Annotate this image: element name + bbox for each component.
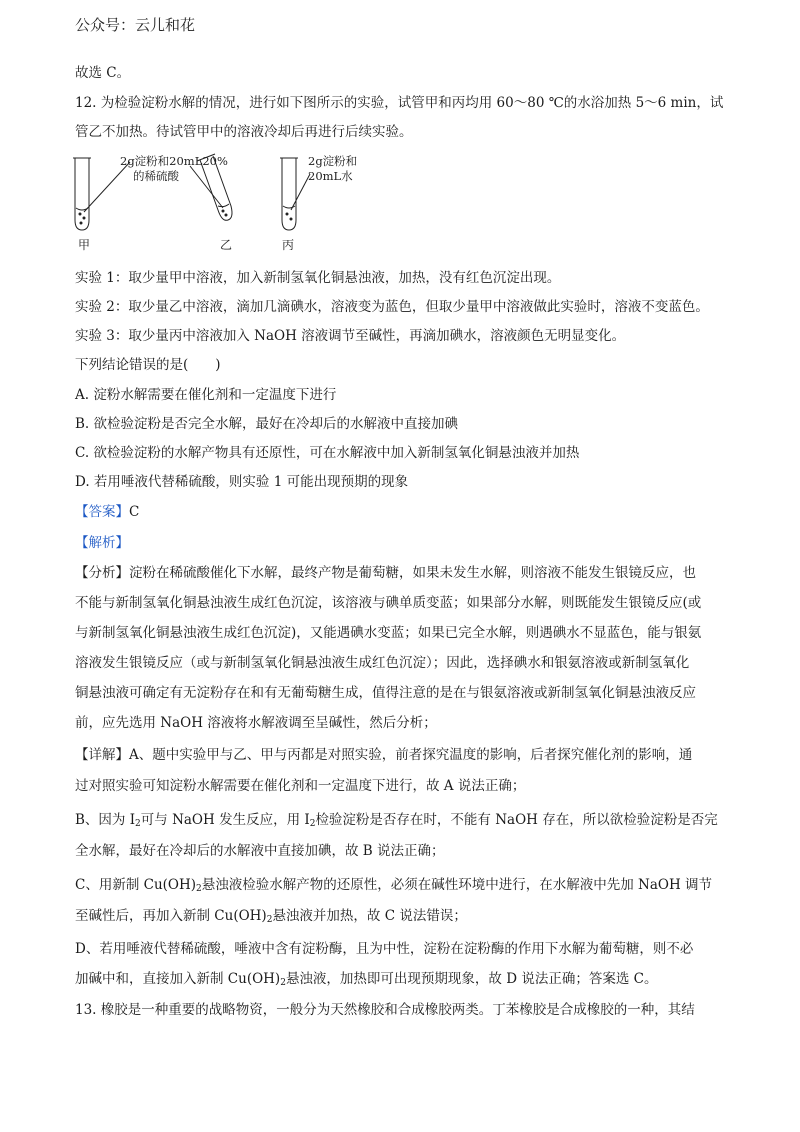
detail-tag: 【详解】 — [75, 747, 129, 763]
analysis-line: 前，应先选用 NaOH 溶液将水解液调至呈碱性，然后分析； — [75, 715, 437, 731]
detail-d-text: 加碱中和，直接加入新制 Cu(OH) — [75, 971, 281, 987]
option-d: D. 若用唾液代替稀硫酸，则实验 1 可能出现预期的现象 — [75, 474, 409, 490]
option-b: B. 欲检验淀粉是否完全水解，最好在冷却后的水解液中直接加碘 — [75, 416, 459, 432]
analysis-line: 与新制氢氧化铜悬浊液生成红色沉淀)，又能遇碘水变蓝；如果已完全水解，则遇碘水不显蓝色，能与银氨 — [75, 625, 702, 641]
subscript: 2 — [135, 819, 141, 829]
subscript: 2 — [309, 819, 316, 829]
detail-line-b1 — [75, 811, 735, 833]
analysis-sub-tag: 【分析】 — [75, 565, 129, 581]
analysis-tag-text: 【解析】 — [75, 535, 129, 551]
test-tube-figure — [70, 150, 390, 255]
analysis-tag — [75, 534, 735, 552]
text-line: 故选 C。 — [75, 65, 131, 81]
experiment-3: 实验 3：取少量丙中溶液加入 NaOH 溶液调节至碱性，再滴加碘水，溶液颜色无明显变化。 — [75, 328, 626, 344]
question-13-stem: 13. 橡胶是一种重要的战略物资，一般分为天然橡胶和合成橡胶两类。丁苯橡胶是合成橡胶的一种，其结 — [75, 1002, 695, 1018]
detail-c-text: 悬浊液并加热，故 C 说法错误； — [272, 908, 467, 924]
detail-c-text: C、用新制 Cu(OH) — [75, 877, 197, 893]
tube-yi-name: 乙 — [220, 238, 233, 252]
detail-b-text: B、因为 I — [75, 812, 136, 828]
tube-bing-label-2: 20mL水 — [308, 169, 353, 183]
subscript: 2 — [196, 884, 202, 894]
answer-value: C — [129, 504, 140, 520]
detail-line-c2 — [75, 907, 735, 929]
tube-bing-name: 丙 — [282, 238, 295, 252]
detail-b-text: 检验淀粉是否存在时，不能有 NaOH 存在，所以欲检验淀粉是否完 — [315, 812, 718, 828]
analysis-line: 溶液发生银镜反应（或与新制氢氧化铜悬浊液生成红色沉淀）；因此，选择碘水和银氨溶液或新制氢氧化 — [75, 655, 690, 671]
tube-jia-name: 甲 — [78, 238, 91, 252]
detail-line-d2 — [75, 970, 735, 992]
detail-text: A、题中实验甲与乙、甲与丙都是对照实验，前者探究温度的影响，后者探究催化剂的影响，通 — [129, 747, 693, 763]
detail-c-text: 至碱性后，再加入新制 Cu(OH) — [75, 908, 267, 924]
tube-jia-label-2: 的稀硫酸 — [133, 169, 179, 183]
detail-line-a2: 过对照实验可知淀粉水解需要在催化剂和一定温度下进行，故 A 说法正确； — [75, 778, 526, 794]
subscript: 2 — [266, 915, 273, 925]
experiment-1: 实验 1：取少量甲中溶液，加入新制氢氧化铜悬浊液，加热，没有红色沉淀出现。 — [75, 270, 561, 286]
option-a: A. 淀粉水解需要在催化剂和一定温度下进行 — [75, 387, 337, 403]
detail-line-c1 — [75, 876, 735, 898]
account-header: 公众号：云儿和花 — [75, 16, 196, 34]
detail-line-d1: D、若用唾液代替稀硫酸，唾液中含有淀粉酶，且为中性，淀粉在淀粉酶的作用下水解为葡萄糖，则不必 — [75, 941, 694, 957]
experiment-2: 实验 2：取少量乙中溶液，滴加几滴碘水，溶液变为蓝色，但取少量甲中溶液做此实验时，溶液不变蓝色。 — [75, 299, 709, 315]
tube-bing-shape — [280, 158, 310, 230]
question-prompt: 下列结论错误的是( ) — [75, 357, 221, 373]
analysis-line: 不能与新制氢氧化铜悬浊液生成红色沉淀，该溶液与碘单质变蓝；如果部分水解，则既能发生银镜反应(或 — [75, 595, 702, 611]
answer-tag: 【答案】 — [75, 504, 129, 520]
analysis-line — [75, 564, 735, 582]
answer-line — [75, 503, 735, 521]
option-c: C. 欲检验淀粉的水解产物具有还原性，可在水解液中加入新制氢氧化铜悬浊液并加热 — [75, 445, 580, 461]
question-12-stem-cont: 管乙不加热。待试管甲中的溶液冷却后再进行后续实验。 — [75, 124, 413, 140]
subscript: 2 — [280, 978, 286, 988]
question-12-stem: 12. 为检验淀粉水解的情况，进行如下图所示的实验，试管甲和丙均用 60～80 ℃的水浴加热 5～6 min，试 — [75, 95, 724, 111]
analysis-text: 淀粉在稀硫酸催化下水解，最终产物是葡萄糖，如果未发生水解，则溶液不能发生银镜反应，也 — [129, 565, 696, 581]
detail-d-text: 悬浊液，加热即可出现预期现象，故 D 说法正确；答案选 C。 — [285, 971, 658, 987]
analysis-line: 铜悬浊液可确定有无淀粉存在和有无葡萄糖生成，值得注意的是在与银氨溶液或新制氢氧化铜悬浊液反应 — [75, 685, 696, 701]
detail-c-text: 悬浊液检验水解产物的还原性，必须在碱性环境中进行，在水解液中先加 NaOH 调节 — [201, 877, 713, 893]
detail-line-a1 — [75, 746, 735, 764]
detail-b-text: 可与 NaOH 发生反应，用 I — [140, 812, 310, 828]
detail-line-b2: 全水解，最好在冷却后的水解液中直接加碘，故 B 说法正确； — [75, 843, 445, 859]
tube-bing-label-1: 2g淀粉和 — [308, 154, 358, 168]
tube-jia-label-1: 2g淀粉和20mL20% — [120, 154, 228, 168]
tube-jia-shape — [73, 158, 130, 230]
